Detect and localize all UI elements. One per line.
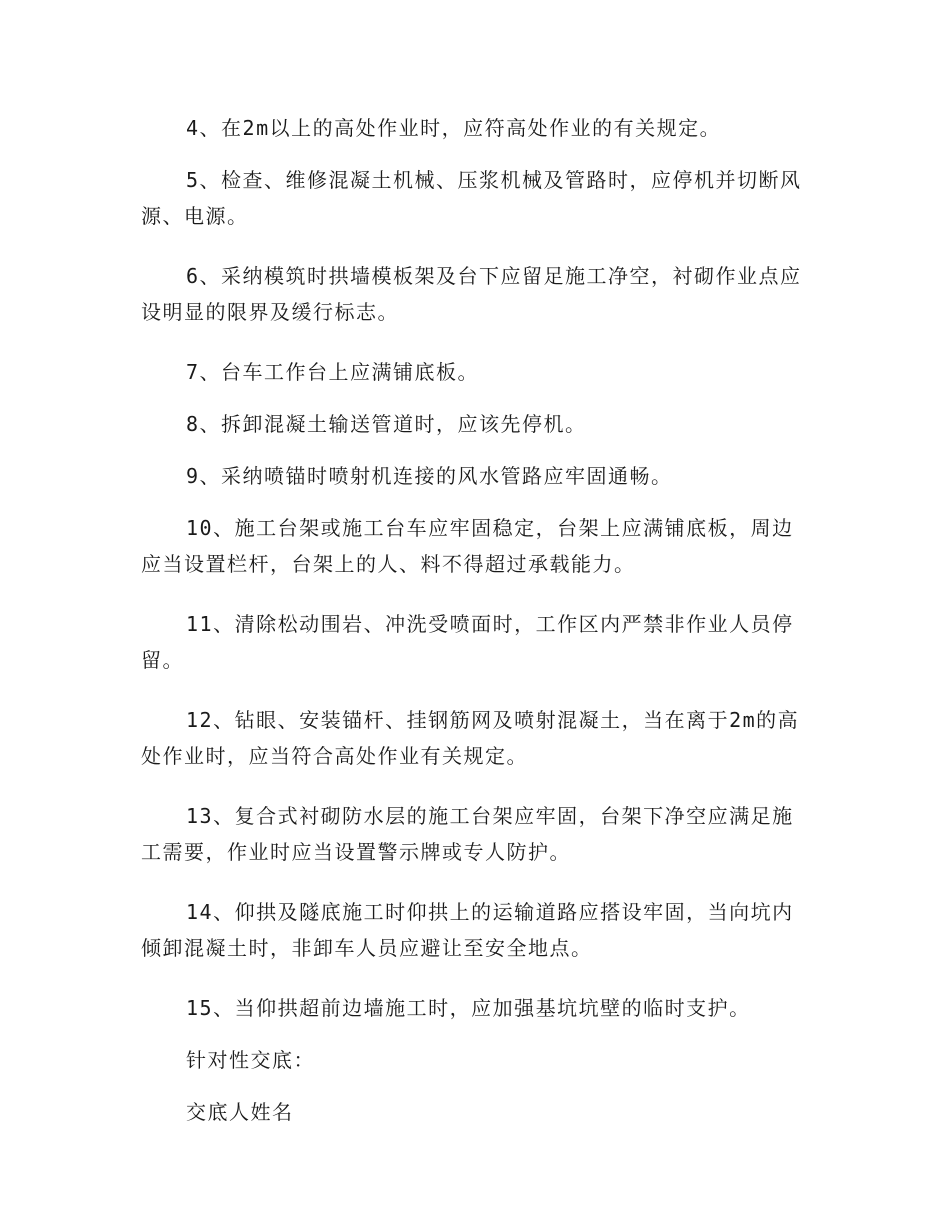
clause-4: 4、在2m以上的高处作业时，应符高处作业的有关规定。 <box>186 116 722 140</box>
clause-7: 7、台车工作台上应满铺底板。 <box>186 360 480 384</box>
briefing-label: 针对性交底： <box>186 1048 315 1072</box>
clause-9: 9、采纳喷锚时喷射机连接的风水管路应牢固通畅。 <box>186 464 673 488</box>
clause-8: 8、拆卸混凝土输送管道时，应该先停机。 <box>186 412 587 436</box>
clause-13: 13、复合式衬砌防水层的施工台架应牢固，台架下净空应满足施工需要，作业时应当设置警示牌或专人防护。 <box>141 804 794 864</box>
clause-14: 14、仰拱及隧底施工时仰拱上的运输道路应搭设牢固，当向坑内倾卸混凝土时，非卸车人员应避让至安全地点。 <box>141 900 794 960</box>
clause-12: 12、钻眼、安装锚杆、挂钢筋网及喷射混凝土，当在离于2m的高处作业时，应当符合高处作业有关规定。 <box>141 708 800 768</box>
briefer-name-label: 交底人姓名 <box>186 1100 294 1124</box>
clause-6: 6、采纳模筑时拱墙模板架及台下应留足施工净空，衬砌作业点应设明显的限界及缓行标志。 <box>141 264 802 324</box>
clause-11: 11、清除松动围岩、冲洗受喷面时，工作区内严禁非作业人员停留。 <box>141 612 794 672</box>
clause-5: 5、检查、维修混凝土机械、压浆机械及管路时，应停机并切断风源、电源。 <box>141 168 802 228</box>
document-body <box>141 110 813 1146</box>
clause-15: 15、当仰拱超前边墙施工时，应加强基坑坑壁的临时支护。 <box>186 996 751 1020</box>
clause-10: 10、施工台架或施工台车应牢固稳定，台架上应满铺底板，周边应当设置栏杆，台架上的人、料不得超过承载能力。 <box>141 516 794 576</box>
